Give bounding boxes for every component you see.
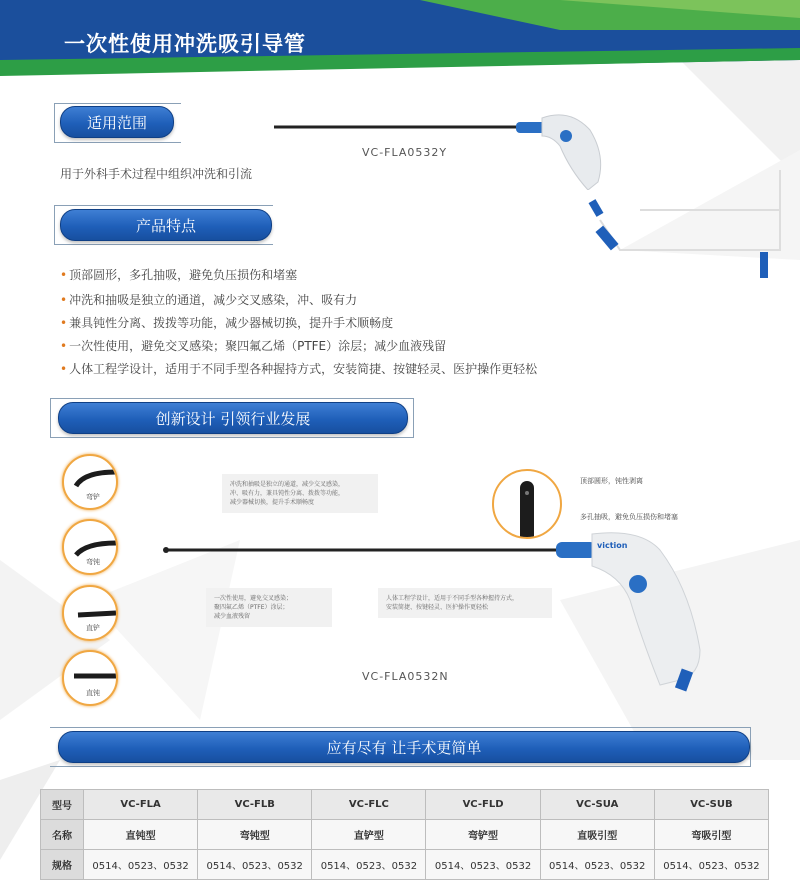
tip-label: 直钝 [86,689,100,697]
table-cell: 弯吸引型 [654,820,768,850]
model-label-main: VC-FLA0532N [362,670,449,683]
model-label-top: VC-FLA0532Y [362,146,448,159]
table-row [41,790,769,820]
tubing-image [580,160,800,280]
table-row [41,850,769,880]
callout-line: 冲、吸有力，兼具钝性分离、拨拨等功能， [230,490,345,497]
callout-line: 一次性使用，避免交叉感染； [214,595,293,602]
callout-multi-hole: 多孔抽吸，避免负压损伤和堵塞 [580,513,678,521]
row-label: 规格 [41,850,84,880]
row-label: 名称 [41,820,84,850]
table-cell: VC-FLA [84,790,198,820]
table-cell: 直钝型 [84,820,198,850]
table-cell: VC-SUB [654,790,768,820]
complete-heading: 应有尽有 让手术更简单 [58,731,750,763]
callout-line: 安装简捷、按键轻灵、医护操作更轻松 [386,604,489,611]
table-cell: 0514、0523、0532 [426,850,540,880]
feature-text: 一次性使用，避免交叉感染；聚四氟乙烯（PTFE）涂层；减少血液残留 [69,339,447,353]
scope-text: 用于外科手术过程中组织冲洗和引流 [60,167,253,181]
tip-label: 弯铲 [86,493,100,501]
table-cell: VC-FLD [426,790,540,820]
bullet-icon: • [60,362,68,376]
callout-channels [222,474,378,513]
bullet-icon: • [60,293,68,307]
table-cell: 0514、0523、0532 [540,850,654,880]
tip-circle [62,454,118,510]
row-label: 型号 [41,790,84,820]
table-cell: 弯铲型 [426,820,540,850]
feature-text: 人体工程学设计，适用于不同手型各种握持方式，安装简捷、按键轻灵、医护操作更轻松 [69,362,538,376]
spec-table [40,789,769,880]
table-row [41,820,769,850]
table-cell: 弯钝型 [198,820,312,850]
table-cell: VC-FLB [198,790,312,820]
bullet-icon: • [60,268,68,282]
feature-text: 兼具钝性分离、拨拨等功能，减少器械切换，提升手术顺畅度 [69,316,394,330]
table-cell: 0514、0523、0532 [312,850,426,880]
callout-line: 聚四氟乙烯（PTFE）涂层； [214,604,289,611]
tip-circle [62,650,118,706]
feature-item [60,360,537,377]
callout-line: 人体工程学设计，适用于不同手型各种握持方式， [386,595,519,602]
table-cell: 0514、0523、0532 [198,850,312,880]
callout-round-tip: 顶部圆形，钝性剥离 [580,477,643,485]
callout-line: 减少器械切换，提升手术顺畅度 [230,499,315,506]
callout-line: 减少血液残留 [214,613,251,620]
feature-item [60,266,297,283]
page-title: 一次性使用冲洗吸引导管 [64,32,306,56]
table-cell: 0514、0523、0532 [84,850,198,880]
table-cell: 0514、0523、0532 [654,850,768,880]
tip-label: 弯钝 [86,558,100,566]
brand-label: viction [597,541,628,550]
table-cell: VC-SUA [540,790,654,820]
scope-heading: 适用范围 [60,106,174,138]
bullet-icon: • [60,339,68,353]
bullet-icon: • [60,316,68,330]
table-cell: VC-FLC [312,790,426,820]
feature-item [60,291,357,308]
table-cell: 直吸引型 [540,820,654,850]
tip-circle [62,585,118,641]
tip-circle [62,519,118,575]
design-heading: 创新设计 引领行业发展 [58,402,408,434]
feature-text: 冲洗和抽吸是独立的通道，减少交叉感染，冲、吸有力 [69,293,358,307]
feature-item [60,337,446,354]
tip-label: 直铲 [86,624,100,632]
feature-text: 顶部圆形，多孔抽吸，避免负压损伤和堵塞 [69,268,298,282]
features-heading: 产品特点 [60,209,272,241]
callout-line: 冲洗和抽吸是独立的通道，减少交叉感染， [230,481,345,488]
table-cell: 直铲型 [312,820,426,850]
feature-item [60,314,393,331]
